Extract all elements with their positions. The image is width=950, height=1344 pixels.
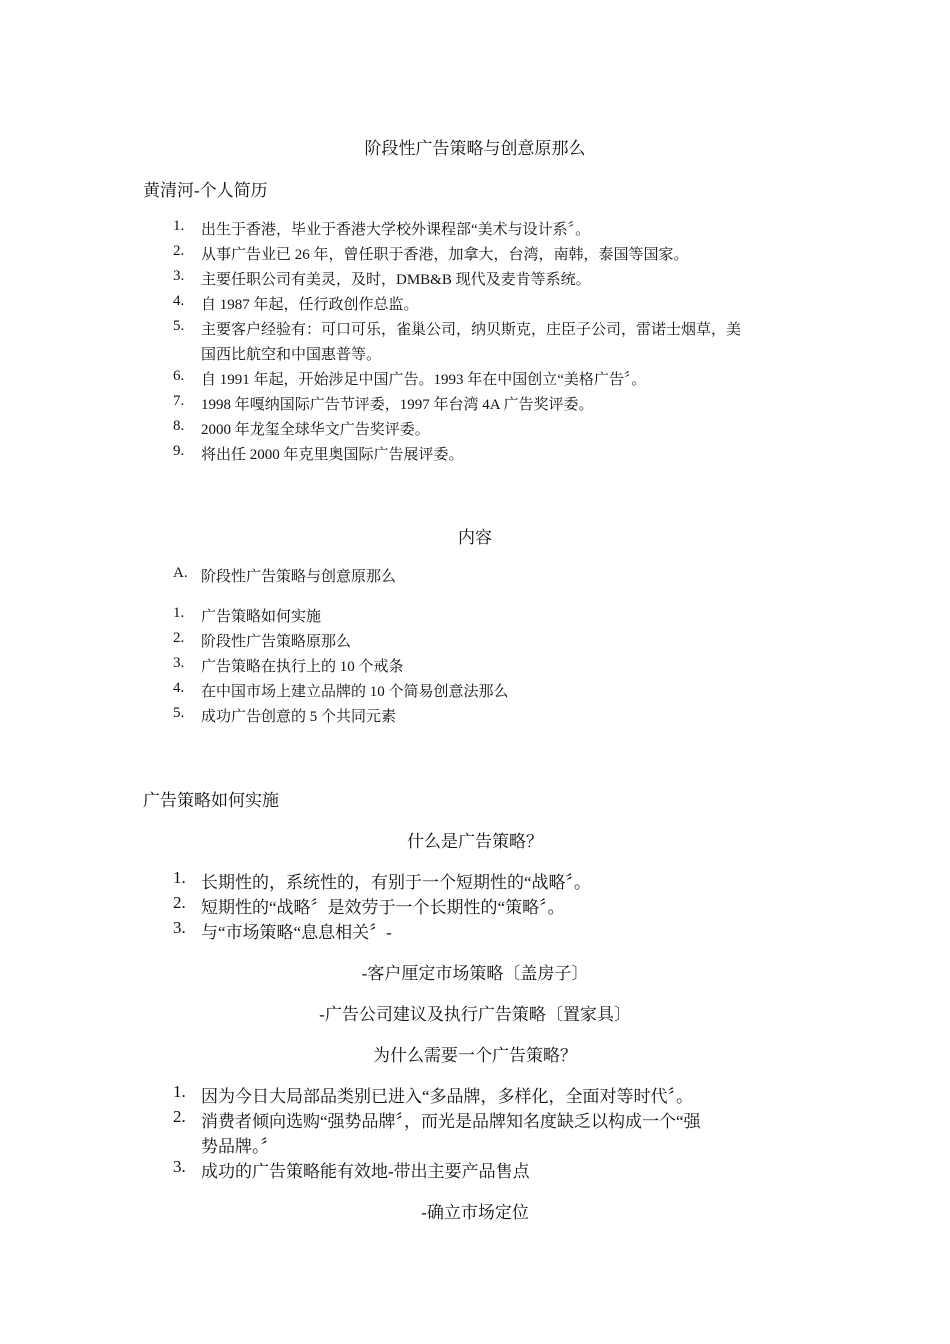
section-title: 阶段性广告策略与创意原那么 xyxy=(201,569,397,585)
sub-point: -广告公司建议及执行广告策略〔置家具〕 xyxy=(319,1005,631,1024)
list-number: 3. xyxy=(173,655,185,671)
list-item: 消费者倾向选购“强势品牌〞，而光是品牌知名度缺乏以构成一个“强 xyxy=(201,1112,701,1131)
list-number: 4. xyxy=(173,293,185,309)
sub-point: -客户厘定市场策略〔盖房子〕 xyxy=(361,964,589,983)
bio-heading: 黄清河-个人简历 xyxy=(143,181,268,200)
list-item: 2000 年龙玺全球华文广告奖评委。 xyxy=(201,422,430,438)
list-item: 主要任职公司有美灵，及时，DMB&B 现代及麦肯等系统。 xyxy=(201,272,591,288)
list-item: 广告策略在执行上的 10 个戒条 xyxy=(201,659,404,675)
list-item: 与“市场策略“息息相关〞- xyxy=(201,923,392,942)
list-item-continuation: 国西比航空和中国惠普等。 xyxy=(201,347,382,363)
list-item: 自 1991 年起，开始涉足中国广告。1993 年在中国创立“美格广告〞。 xyxy=(201,372,647,388)
section-heading: 广告策略如何实施 xyxy=(143,791,279,810)
list-item: 长期性的，系统性的，有别于一个短期性的“战略〞。 xyxy=(201,873,592,892)
list-number: 2. xyxy=(173,243,185,259)
list-number: 2. xyxy=(173,630,185,646)
list-item: 自 1987 年起，任行政创作总监。 xyxy=(201,297,419,313)
list-number: 8. xyxy=(173,418,185,434)
list-number: 3. xyxy=(173,1157,186,1176)
list-number: 6. xyxy=(173,368,185,384)
list-number: 9. xyxy=(173,443,185,459)
list-item: 阶段性广告策略原那么 xyxy=(201,634,352,650)
list-number: 3. xyxy=(173,268,185,284)
list-item: 将出任 2000 年克里奥国际广告展评委。 xyxy=(201,447,464,463)
contents-heading: 内容 xyxy=(458,528,492,547)
list-item: 从事广告业已 26 年，曾任职于香港，加拿大，台湾，南韩，泰国等国家。 xyxy=(201,247,689,263)
list-number: 5. xyxy=(173,318,185,334)
list-item: 成功的广告策略能有效地-带出主要产品售点 xyxy=(201,1162,530,1181)
list-item: 主要客户经验有：可口可乐，雀巢公司，纳贝斯克，庄臣子公司，雷诺士烟草，美 xyxy=(201,322,742,338)
list-number: 3. xyxy=(173,918,186,937)
document-title: 阶段性广告策略与创意原那么 xyxy=(364,139,586,158)
list-number: 7. xyxy=(173,393,185,409)
list-item-continuation: 势品牌。〞 xyxy=(201,1137,278,1156)
list-item: 广告策略如何实施 xyxy=(201,609,322,625)
question-heading: 为什么需要一个广告策略？ xyxy=(373,1046,577,1065)
list-number: 2. xyxy=(173,893,186,912)
list-number: 2. xyxy=(173,1107,186,1126)
list-number: 1. xyxy=(173,868,186,887)
question-heading: 什么是广告策略？ xyxy=(407,832,543,851)
list-number: 5. xyxy=(173,705,185,721)
list-number: 1. xyxy=(173,605,185,621)
list-item: 短期性的“战略〞是效劳于一个长期性的“策略〞。 xyxy=(201,898,565,917)
section-letter: A. xyxy=(173,565,188,581)
list-item: 1998 年嘎纳国际广告节评委，1997 年台湾 4A 广告奖评委。 xyxy=(201,397,594,413)
list-item: 因为今日大局部品类别已进入“多品牌，多样化，全面对等时代〞。 xyxy=(201,1087,694,1106)
list-number: 4. xyxy=(173,680,185,696)
list-item: 在中国市场上建立品牌的 10 个简易创意法那么 xyxy=(201,684,509,700)
list-number: 1. xyxy=(173,218,185,234)
list-item: 成功广告创意的 5 个共同元素 xyxy=(201,709,397,725)
list-item: 出生于香港，毕业于香港大学校外课程部“美术与设计系〞。 xyxy=(201,222,591,238)
list-number: 1. xyxy=(173,1082,186,1101)
sub-point: -确立市场定位 xyxy=(421,1203,529,1222)
